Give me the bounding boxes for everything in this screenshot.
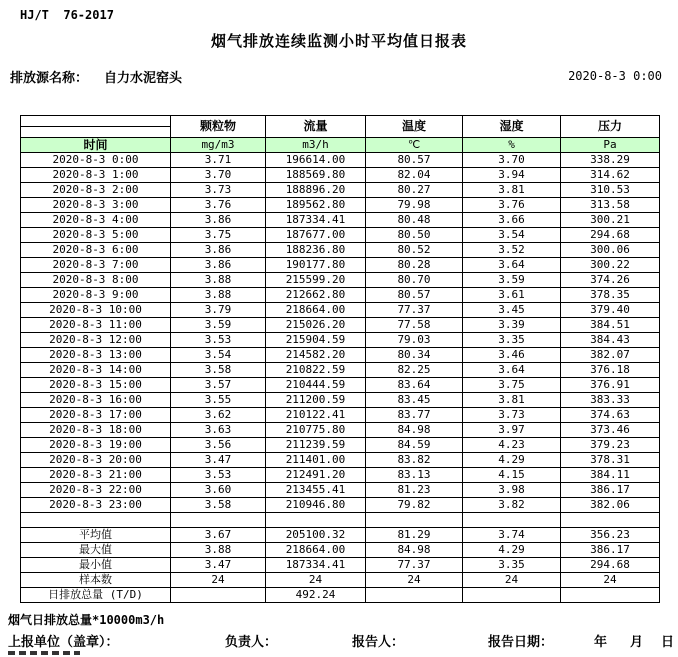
value-cell: 211200.59 [266,393,366,408]
value-cell: 374.63 [561,408,660,423]
value-cell: 80.57 [366,288,463,303]
value-cell: 79.82 [366,498,463,513]
value-cell: 82.04 [366,168,463,183]
value-cell: 3.94 [463,168,561,183]
value-cell: 187334.41 [266,213,366,228]
value-cell: 80.70 [366,273,463,288]
time-cell: 2020-8-3 23:00 [21,498,171,513]
reporter-label: 报告人： [352,635,405,650]
value-cell: 294.68 [561,558,660,573]
value-cell: 24 [561,573,660,588]
value-cell: 215904.59 [266,333,366,348]
table-row [21,318,660,333]
value-cell: 3.81 [463,183,561,198]
value-cell: 3.62 [171,408,266,423]
table-row [21,528,660,543]
value-cell: 383.33 [561,393,660,408]
value-cell: 374.26 [561,273,660,288]
value-cell: 210946.80 [266,498,366,513]
value-cell: 3.70 [463,153,561,168]
value-cell: 3.73 [463,408,561,423]
month-label: 月 [630,635,644,650]
value-cell: 338.29 [561,153,660,168]
responsible-person-label: 负责人： [225,635,278,650]
day-label: 日 [661,635,675,650]
value-cell: 83.13 [366,468,463,483]
value-cell: 378.31 [561,453,660,468]
year-label: 年 [594,635,608,650]
time-cell: 2020-8-3 13:00 [21,348,171,363]
value-cell: 3.64 [463,258,561,273]
value-cell: 3.73 [171,183,266,198]
value-cell [366,588,463,603]
value-cell: 210775.80 [266,423,366,438]
value-cell: 300.06 [561,243,660,258]
value-cell: 80.57 [366,153,463,168]
table-row [21,228,660,243]
column-header-humidity: 湿度 [463,116,561,138]
value-cell: 3.35 [463,558,561,573]
value-cell: 4.15 [463,468,561,483]
table-row [21,438,660,453]
value-cell: 3.58 [171,498,266,513]
summary-label-cell: 平均值 [21,528,171,543]
table-row [21,153,660,168]
table-row [21,243,660,258]
value-cell: 3.54 [463,228,561,243]
value-cell: 384.11 [561,468,660,483]
value-cell: 4.23 [463,438,561,453]
time-cell: 2020-8-3 14:00 [21,363,171,378]
value-cell: 188569.80 [266,168,366,183]
value-cell: 24 [171,573,266,588]
table-row [21,198,660,213]
table-row [21,483,660,498]
column-header-row [21,116,660,138]
value-cell: 379.40 [561,303,660,318]
value-cell: 3.63 [171,423,266,438]
value-cell: 188896.20 [266,183,366,198]
value-cell: 3.98 [463,483,561,498]
value-cell: 212662.80 [266,288,366,303]
value-cell: 189562.80 [266,198,366,213]
time-cell: 2020-8-3 5:00 [21,228,171,243]
value-cell: 3.86 [171,213,266,228]
table-row [21,273,660,288]
value-cell [561,513,660,528]
value-cell: 3.82 [463,498,561,513]
time-cell: 2020-8-3 15:00 [21,378,171,393]
report-date-label: 报告日期： [488,635,554,650]
time-cell: 2020-8-3 20:00 [21,453,171,468]
value-cell: 218664.00 [266,543,366,558]
value-cell: 492.24 [266,588,366,603]
table-row [21,423,660,438]
column-header-flow: 流量 [266,116,366,138]
value-cell: 213455.41 [266,483,366,498]
value-cell [266,513,366,528]
table-row [21,258,660,273]
time-cell: 2020-8-3 4:00 [21,213,171,228]
time-cell: 2020-8-3 6:00 [21,243,171,258]
value-cell: 3.59 [463,273,561,288]
value-cell: 314.62 [561,168,660,183]
value-cell: 80.34 [366,348,463,363]
value-cell: 187334.41 [266,558,366,573]
table-row [21,333,660,348]
value-cell: 188236.80 [266,243,366,258]
value-cell: 187677.00 [266,228,366,243]
time-cell: 2020-8-3 3:00 [21,198,171,213]
split-divider [21,116,170,127]
value-cell: 3.76 [463,198,561,213]
value-cell: 196614.00 [266,153,366,168]
value-cell: 77.37 [366,303,463,318]
value-cell: 3.71 [171,153,266,168]
page-title: 烟气排放连续监测小时平均值日报表 [210,32,467,50]
time-cell: 2020-8-3 2:00 [21,183,171,198]
value-cell: 79.98 [366,198,463,213]
value-cell: 3.76 [171,198,266,213]
value-cell: 210122.41 [266,408,366,423]
table-row [21,168,660,183]
value-cell: 84.98 [366,543,463,558]
time-cell: 2020-8-3 12:00 [21,333,171,348]
value-cell: 24 [463,573,561,588]
table-row [21,288,660,303]
value-cell: 80.48 [366,213,463,228]
standard-number: HJ/T 76-2017 [20,8,114,22]
table-row [21,543,660,558]
value-cell: 3.39 [463,318,561,333]
table-body [21,153,660,603]
value-cell: 3.35 [463,333,561,348]
time-cell: 2020-8-3 21:00 [21,468,171,483]
value-cell [171,513,266,528]
value-cell [463,588,561,603]
value-cell: 3.86 [171,258,266,273]
value-cell: 3.53 [171,333,266,348]
value-cell: 356.23 [561,528,660,543]
value-cell [561,588,660,603]
time-cell: 2020-8-3 18:00 [21,423,171,438]
value-cell: 3.79 [171,303,266,318]
value-cell: 77.58 [366,318,463,333]
value-cell: 3.86 [171,243,266,258]
value-cell: 84.59 [366,438,463,453]
value-cell: 205100.32 [266,528,366,543]
time-cell: 2020-8-3 1:00 [21,168,171,183]
summary-label-cell: 样本数 [21,573,171,588]
value-cell: 3.60 [171,483,266,498]
unit-cell-particulate: mg/m3 [171,138,266,153]
monitoring-table [20,115,660,603]
value-cell: 24 [266,573,366,588]
value-cell: 313.58 [561,198,660,213]
value-cell: 82.25 [366,363,463,378]
table-row [21,453,660,468]
table-row [21,558,660,573]
value-cell: 3.66 [463,213,561,228]
value-cell: 3.46 [463,348,561,363]
value-cell: 3.45 [463,303,561,318]
separator-cell [21,513,171,528]
value-cell: 211239.59 [266,438,366,453]
value-cell: 190177.80 [266,258,366,273]
total-emission-note: 烟气日排放总量*10000m3/h [8,613,165,627]
table-row [21,363,660,378]
value-cell: 376.18 [561,363,660,378]
value-cell: 212491.20 [266,468,366,483]
value-cell: 3.57 [171,378,266,393]
value-cell: 215026.20 [266,318,366,333]
value-cell: 3.64 [463,363,561,378]
value-cell: 3.52 [463,243,561,258]
time-cell: 2020-8-3 10:00 [21,303,171,318]
value-cell: 80.50 [366,228,463,243]
value-cell: 84.98 [366,423,463,438]
value-cell: 83.64 [366,378,463,393]
source-label: 排放源名称： [10,71,89,86]
unit-cell-temperature: ℃ [366,138,463,153]
value-cell: 214582.20 [266,348,366,363]
value-cell: 3.56 [171,438,266,453]
value-cell: 218664.00 [266,303,366,318]
value-cell: 3.88 [171,273,266,288]
value-cell: 310.53 [561,183,660,198]
table-row [21,303,660,318]
summary-label-cell: 日排放总量 (T/D) [21,588,171,603]
summary-label-cell: 最大值 [21,543,171,558]
value-cell: 80.27 [366,183,463,198]
time-cell: 2020-8-3 0:00 [21,153,171,168]
value-cell: 4.29 [463,543,561,558]
value-cell: 80.52 [366,243,463,258]
value-cell: 384.43 [561,333,660,348]
value-cell: 3.54 [171,348,266,363]
value-cell: 3.67 [171,528,266,543]
source-line [10,67,182,86]
value-cell: 3.55 [171,393,266,408]
value-cell: 83.45 [366,393,463,408]
value-cell: 210822.59 [266,363,366,378]
unit-cell-pressure: Pa [561,138,660,153]
value-cell: 378.35 [561,288,660,303]
value-cell: 300.22 [561,258,660,273]
time-cell: 2020-8-3 17:00 [21,408,171,423]
value-cell: 3.75 [171,228,266,243]
value-cell: 215599.20 [266,273,366,288]
table-row [21,498,660,513]
column-header-temperature: 温度 [366,116,463,138]
value-cell: 3.58 [171,363,266,378]
time-cell: 2020-8-3 9:00 [21,288,171,303]
value-cell: 3.81 [463,393,561,408]
column-header-particulate: 颗粒物 [171,116,266,138]
table-row [21,408,660,423]
unit-header-row [21,138,660,153]
value-cell: 376.91 [561,378,660,393]
report-unit-label: 上报单位（盖章）： [8,635,119,650]
value-cell: 83.77 [366,408,463,423]
unit-cell-flow: m3/h [266,138,366,153]
value-cell: 3.74 [463,528,561,543]
value-cell [171,588,266,603]
table-row [21,468,660,483]
value-cell: 386.17 [561,483,660,498]
table-row [21,393,660,408]
clipped-text-artifact [8,651,80,655]
time-cell: 2020-8-3 19:00 [21,438,171,453]
value-cell: 3.47 [171,558,266,573]
value-cell: 77.37 [366,558,463,573]
table-row [21,348,660,363]
table-row [21,213,660,228]
value-cell: 24 [366,573,463,588]
source-name: 自力水泥窑头 [104,71,183,86]
time-cell: 2020-8-3 11:00 [21,318,171,333]
value-cell: 80.28 [366,258,463,273]
value-cell [463,513,561,528]
value-cell: 3.47 [171,453,266,468]
value-cell: 373.46 [561,423,660,438]
value-cell [366,513,463,528]
summary-label-cell: 最小值 [21,558,171,573]
value-cell: 3.88 [171,543,266,558]
value-cell: 294.68 [561,228,660,243]
value-cell: 81.23 [366,483,463,498]
unit-cell-humidity: % [463,138,561,153]
time-cell: 2020-8-3 7:00 [21,258,171,273]
value-cell: 3.88 [171,288,266,303]
table-row [21,588,660,603]
value-cell: 210444.59 [266,378,366,393]
value-cell: 211401.00 [266,453,366,468]
signature-line [0,631,678,650]
value-cell: 3.75 [463,378,561,393]
value-cell: 382.07 [561,348,660,363]
column-header-pressure: 压力 [561,116,660,138]
value-cell: 386.17 [561,543,660,558]
time-header-blank-cell [21,116,171,138]
table-row [21,378,660,393]
time-cell: 2020-8-3 8:00 [21,273,171,288]
value-cell: 3.61 [463,288,561,303]
table-row [21,183,660,198]
table-row [21,573,660,588]
table-row [21,513,660,528]
value-cell: 79.03 [366,333,463,348]
value-cell: 3.53 [171,468,266,483]
value-cell: 83.82 [366,453,463,468]
value-cell: 3.97 [463,423,561,438]
time-header: 时间 [21,138,171,153]
value-cell: 382.06 [561,498,660,513]
value-cell: 3.70 [171,168,266,183]
value-cell: 379.23 [561,438,660,453]
value-cell: 4.29 [463,453,561,468]
value-cell: 3.59 [171,318,266,333]
time-cell: 2020-8-3 16:00 [21,393,171,408]
value-cell: 384.51 [561,318,660,333]
time-cell: 2020-8-3 22:00 [21,483,171,498]
value-cell: 81.29 [366,528,463,543]
value-cell: 300.21 [561,213,660,228]
report-timestamp: 2020-8-3 0:00 [568,69,662,83]
